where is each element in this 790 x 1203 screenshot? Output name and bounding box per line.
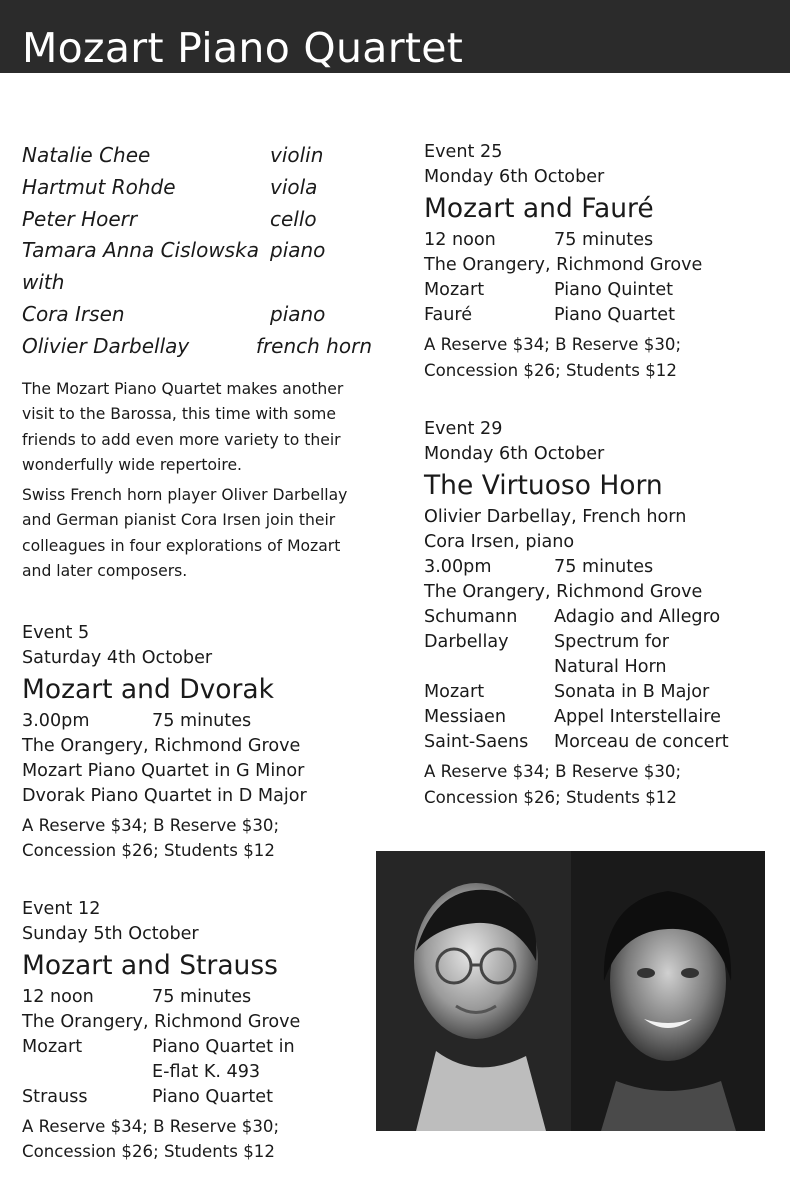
event-venue: The Orangery, Richmond Grove xyxy=(22,735,301,756)
event-duration: 75 minutes xyxy=(152,710,252,731)
performer-name: Tamara Anna Cislowska xyxy=(22,238,259,263)
program-work: Piano Quartet xyxy=(152,1086,274,1107)
event-time: 12 noon xyxy=(22,986,94,1007)
performer-instrument: piano xyxy=(270,238,326,263)
price-line: Concession $26; Students $12 xyxy=(424,360,677,380)
event-title: Mozart and Fauré xyxy=(424,193,654,224)
program-row xyxy=(424,705,774,730)
performer-row xyxy=(22,172,372,204)
program-composer xyxy=(424,655,554,680)
event-time: 3.00pm xyxy=(424,557,492,577)
price-line: Concession $26; Students $12 xyxy=(22,841,275,861)
program-row xyxy=(424,655,774,680)
program-row xyxy=(22,1035,372,1060)
program-row xyxy=(424,278,774,303)
program-work: E-flat K. 493 xyxy=(152,1061,261,1082)
event-12 xyxy=(22,897,372,1165)
event-prices xyxy=(22,1114,372,1165)
event-date: Sunday 5th October xyxy=(22,923,199,944)
performer-instrument: violin xyxy=(270,143,324,167)
event-work: Dvorak Piano Quartet in D Major xyxy=(22,785,307,806)
event-29 xyxy=(424,417,774,810)
program-row xyxy=(424,680,774,705)
performer-name: Peter Hoerr xyxy=(22,206,138,231)
guest-row xyxy=(22,299,372,331)
program-composer: Mozart xyxy=(424,682,485,702)
event-time-row xyxy=(424,228,774,253)
event-time-row xyxy=(424,555,774,580)
event-time: 3.00pm xyxy=(22,710,90,731)
event-number: Event 5 xyxy=(22,622,90,643)
price-line: A Reserve $34; B Reserve $30; xyxy=(424,335,682,354)
performer-instrument: cello xyxy=(270,206,317,231)
program-row xyxy=(22,1060,372,1085)
program-work: Piano Quintet xyxy=(554,280,674,300)
performer-instrument: viola xyxy=(270,174,318,199)
program-row xyxy=(424,605,774,630)
program-row xyxy=(424,630,774,655)
performer-name: Hartmut Rohde xyxy=(22,174,176,199)
title-banner xyxy=(0,0,790,73)
event-25 xyxy=(424,140,774,383)
program-row xyxy=(424,303,774,328)
program-composer: Mozart xyxy=(424,280,485,300)
guest-instrument: piano xyxy=(270,301,326,326)
musicians-photo-image xyxy=(376,851,765,1131)
price-line: A Reserve $34; B Reserve $30; xyxy=(22,1116,280,1136)
description-paragraph: Swiss French horn player Oliver Darbellay and German pianist Cora Irsen join their colleagues in four explorations of Mozart and later composers. xyxy=(22,485,348,581)
event-title: Mozart and Strauss xyxy=(22,949,278,981)
performer-list xyxy=(22,140,372,363)
event-date: Saturday 4th October xyxy=(22,647,213,668)
page-title: Mozart Piano Quartet xyxy=(22,24,464,72)
performer-row xyxy=(22,235,372,267)
event-venue: The Orangery, Richmond Grove xyxy=(424,255,703,275)
guest-instrument: french horn xyxy=(255,333,372,358)
price-line: A Reserve $34; B Reserve $30; xyxy=(424,762,682,781)
event-prices xyxy=(22,813,372,864)
event-date: Monday 6th October xyxy=(424,167,605,187)
performer-row xyxy=(22,204,372,236)
program-work: Natural Horn xyxy=(554,657,667,677)
left-column xyxy=(22,140,372,1165)
event-prices xyxy=(424,759,774,810)
program-work: Piano Quartet in xyxy=(152,1036,295,1057)
event-work: Mozart Piano Quartet in G Minor xyxy=(22,760,305,781)
guest-name: Cora Irsen xyxy=(22,301,125,326)
price-line: Concession $26; Students $12 xyxy=(424,787,677,807)
program-work: Piano Quartet xyxy=(554,305,676,325)
event-duration: 75 minutes xyxy=(554,557,654,577)
event-number: Event 25 xyxy=(424,142,503,162)
event-venue: The Orangery, Richmond Grove xyxy=(424,582,703,602)
performer-row xyxy=(22,140,372,172)
program-row xyxy=(22,1085,372,1110)
event-time: 12 noon xyxy=(424,230,496,250)
musicians-photo xyxy=(376,851,765,1131)
description xyxy=(22,377,372,585)
event-5 xyxy=(22,621,372,864)
right-column xyxy=(424,140,774,810)
program-composer: Schumann xyxy=(424,607,518,627)
program-row xyxy=(424,730,774,755)
guest-name: Olivier Darbellay xyxy=(22,333,190,358)
event-number: Event 29 xyxy=(424,419,503,439)
event-duration: 75 minutes xyxy=(554,230,654,250)
event-time-row xyxy=(22,709,372,734)
program-work: Spectrum for xyxy=(554,632,670,652)
event-duration: 75 minutes xyxy=(152,986,252,1007)
event-artist: Olivier Darbellay, French horn xyxy=(424,507,687,527)
event-title: The Virtuoso Horn xyxy=(424,470,663,501)
program-composer: Saint-Saens xyxy=(424,732,529,752)
program-composer: Strauss xyxy=(22,1086,88,1107)
program-work: Adagio and Allegro xyxy=(554,607,721,627)
guest-row xyxy=(22,331,372,363)
event-artist: Cora Irsen, piano xyxy=(424,532,575,552)
event-number: Event 12 xyxy=(22,898,101,919)
program-work: Sonata in B Major xyxy=(554,682,710,702)
performer-name: Natalie Chee xyxy=(22,143,151,167)
event-date: Monday 6th October xyxy=(424,444,605,464)
with-label: with xyxy=(22,270,65,295)
event-title: Mozart and Dvorak xyxy=(22,673,274,705)
program-composer: Fauré xyxy=(424,305,473,325)
event-venue: The Orangery, Richmond Grove xyxy=(22,1011,301,1032)
description-paragraph: The Mozart Piano Quartet makes another visit to the Barossa, this time with some friends to add even more variety to their wonderfully wide repertoire. xyxy=(22,379,344,475)
program-composer: Darbellay xyxy=(424,632,509,652)
price-line: A Reserve $34; B Reserve $30; xyxy=(22,815,280,835)
program-composer: Messiaen xyxy=(424,707,506,727)
program-work: Morceau de concert xyxy=(554,732,729,752)
program-composer: Mozart xyxy=(22,1036,83,1057)
program-work: Appel Interstellaire xyxy=(554,707,721,727)
event-prices xyxy=(424,332,774,383)
event-time-row xyxy=(22,985,372,1010)
program-composer xyxy=(22,1060,152,1085)
price-line: Concession $26; Students $12 xyxy=(22,1142,275,1162)
